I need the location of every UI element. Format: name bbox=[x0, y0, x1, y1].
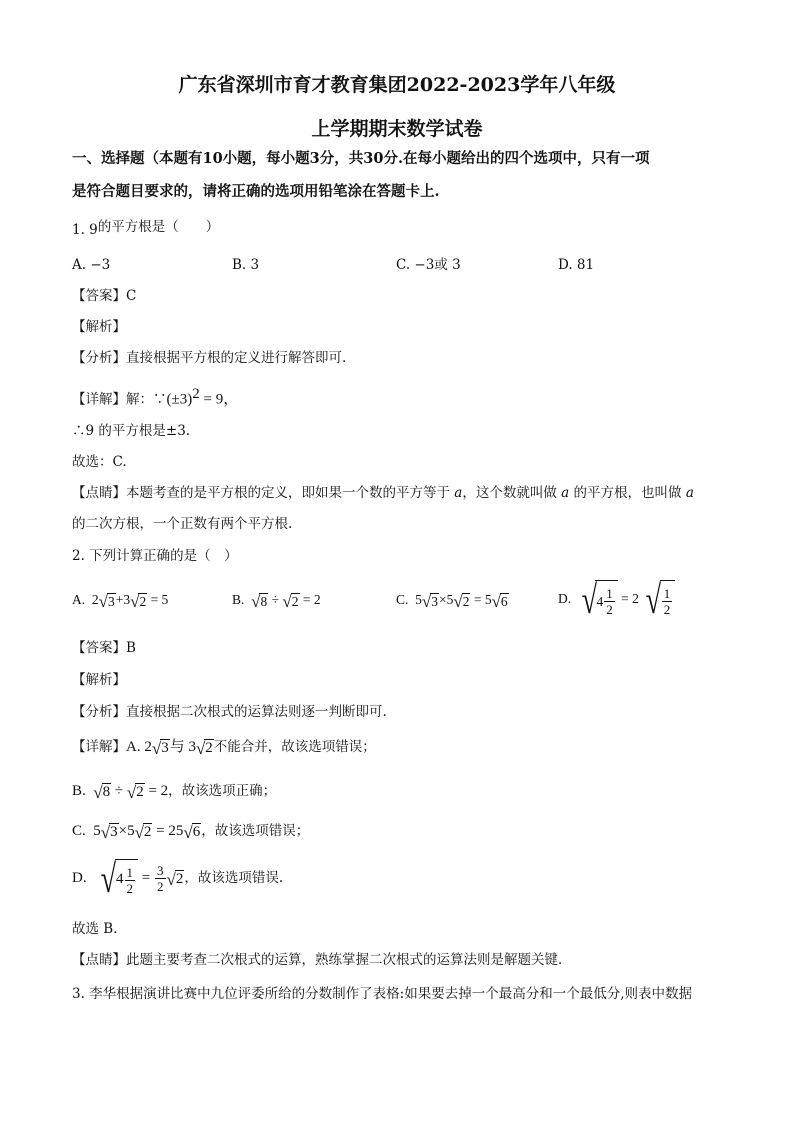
q1-choose: 故选：C. bbox=[72, 454, 127, 470]
q2-dianjing bbox=[72, 950, 572, 970]
q1-option-b: B. 3 bbox=[232, 257, 260, 273]
q1-jiexi: 【解析】 bbox=[72, 319, 126, 335]
xiangjie-b-text: ，故该选项正确； bbox=[168, 783, 277, 799]
q1-stem-text: 的平方根是（ ） bbox=[97, 219, 220, 235]
q2-xiangjie-c: C. 5 √ 3 ×5 √ 2 = 25 √ 6 ，故该选项错误； bbox=[72, 823, 310, 842]
xiangjie-base: (±3) bbox=[166, 391, 193, 408]
q2-answer bbox=[72, 638, 136, 658]
q1-option-d: D. 81 bbox=[558, 257, 595, 273]
q2-xiangjie-b: B. √ 8 ÷ √ 2 = 2，故该选项正确； bbox=[72, 783, 277, 802]
q1-stem-num: 1. 9 bbox=[72, 222, 98, 238]
q2-stem: 2. 下列计算正确的是（ ） bbox=[72, 548, 238, 564]
xiangjie-a-text: 不能合并，故该选项错误； bbox=[213, 739, 376, 755]
dianjing-text: 的平方根，也叫做 bbox=[569, 485, 686, 501]
dianjing-text: 本题考查的是平方根的定义，即如果一个数的平方等于 bbox=[126, 485, 455, 501]
q1-xiangjie bbox=[72, 384, 238, 410]
q2-option-d: D. √ 4 1 2 = 2 √ 1 2 bbox=[558, 580, 675, 620]
xiangjie-d-text: ，故该选项错误. bbox=[184, 870, 284, 886]
answer-value: B bbox=[126, 640, 136, 656]
answer-value: C bbox=[126, 288, 137, 304]
q2-fenxi bbox=[72, 702, 387, 722]
xiangjie-result: = 9， bbox=[199, 391, 239, 408]
q1-option-c: C. −3或 3 bbox=[396, 257, 461, 273]
dianjing-text: ，这个数就叫做 bbox=[462, 485, 562, 501]
q1-fenxi bbox=[72, 348, 346, 368]
q2-option-a: A. 2 √ 3 +3 √ 2 = 5 bbox=[72, 592, 169, 611]
xiangjie-tag: 【详解】 bbox=[72, 739, 126, 755]
var-a: a bbox=[561, 485, 570, 501]
xiangjie-intro: 解：∵ bbox=[126, 391, 167, 408]
dianjing-tag: 【点睛】 bbox=[72, 952, 126, 968]
var-a: a bbox=[454, 485, 463, 501]
answer-tag: 【答案】 bbox=[72, 640, 126, 656]
page-subtitle: 上学期期末数学试卷 bbox=[311, 118, 483, 140]
fenxi-tag: 【分析】 bbox=[72, 704, 126, 720]
xiangjie-c-text: ，故该选项错误； bbox=[201, 823, 310, 839]
q2-xiangjie-d: D. √ 4 1 2 = $\frac{3}{2}$ √ 2 ，故该选项错误. bbox=[72, 855, 284, 901]
answer-tag: 【答案】 bbox=[72, 288, 126, 304]
q1-conclusion: ∴9 的平方根是±3. bbox=[72, 423, 191, 439]
section-heading-line1: 一、选择题（本题有10小题，每小题3分，共30分.在每小题给出的四个选项中，只有一项 bbox=[72, 150, 650, 167]
q1-option-a: A. −3 bbox=[72, 257, 111, 273]
q2-option-c: C. 5 √ 3 ×5 √ 2 = 5 √ 6 bbox=[396, 592, 508, 611]
section-heading-line2: 是符合题目要求的，请将正确的选项用铅笔涂在答题卡上. bbox=[72, 183, 440, 200]
xiangjie-tag: 【详解】 bbox=[72, 391, 126, 408]
q2-xiangjie-a: 【详解】A. 2 √ 3 与 3 √ 2 不能合并，故该选项错误； bbox=[72, 739, 376, 758]
var-a: a bbox=[685, 485, 694, 501]
q2-jiexi: 【解析】 bbox=[72, 672, 126, 688]
page-title: 广东省深圳市育才教育集团2022-2023学年八年级 bbox=[178, 74, 616, 96]
q1-dianjing-line1 bbox=[72, 483, 694, 503]
q2-choose: 故选 B． bbox=[72, 921, 127, 937]
q3-stem: 3. 李华根据演讲比赛中九位评委所给的分数制作了表格:如果要去掉一个最高分和一个最低分,则表中数据 bbox=[72, 986, 693, 1002]
fenxi-text: 直接根据平方根的定义进行解答即可. bbox=[126, 350, 347, 366]
xiangjie-exponent: 2 bbox=[192, 386, 200, 402]
fenxi-tag: 【分析】 bbox=[72, 350, 126, 366]
q1-dianjing-line2: 的二次方根，一个正数有两个平方根. bbox=[72, 516, 293, 532]
fenxi-text: 直接根据二次根式的运算法则逐一判断即可. bbox=[126, 704, 387, 720]
q1-stem bbox=[72, 220, 219, 240]
q2-option-b: B. √ 8 ÷ √ 2 = 2 bbox=[232, 592, 321, 611]
q1-answer bbox=[72, 286, 136, 306]
dianjing-tag: 【点睛】 bbox=[72, 485, 126, 501]
dianjing-text: 此题主要考查二次根式的运算，熟练掌握二次根式的运算法则是解题关键． bbox=[126, 952, 572, 968]
